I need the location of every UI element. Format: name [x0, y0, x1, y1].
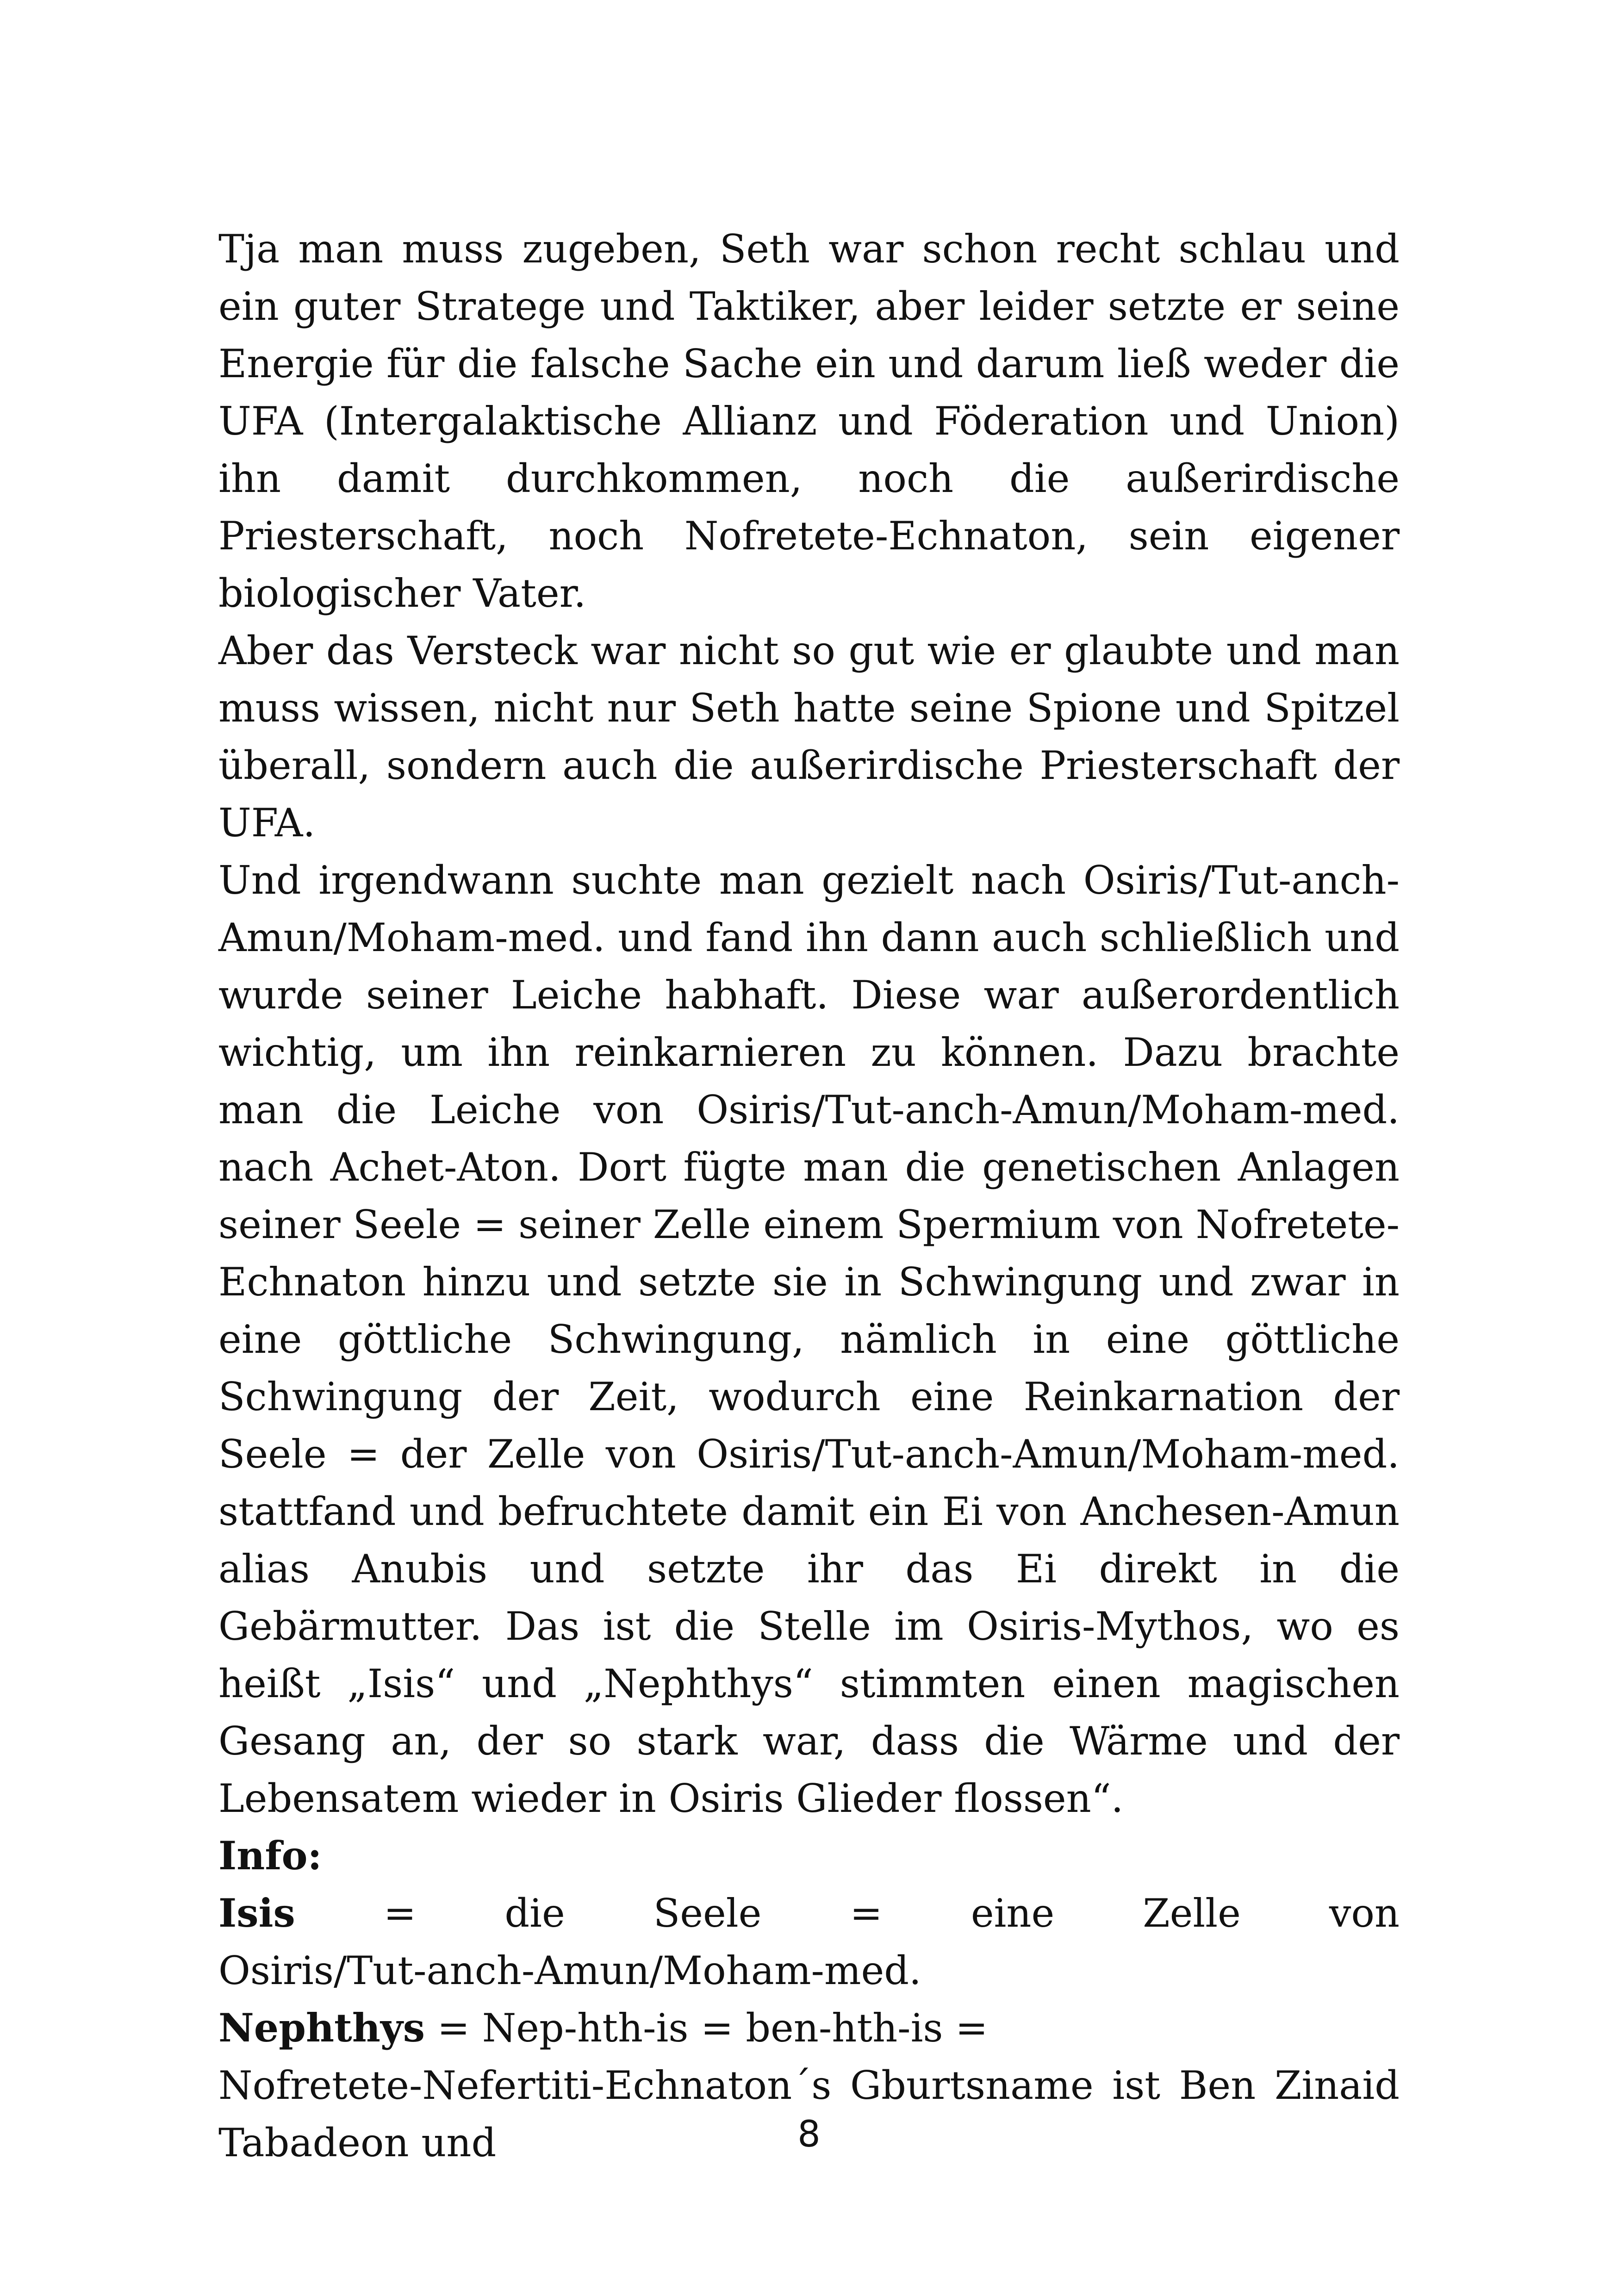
body-paragraph: Und irgendwann suchte man gezielt nach Osiris/Tut-anch-Amun/Moham-med. und fand ihn dann auch schließlich und wurde seiner Leiche habhaft. Diese war außerordentlich wichtig, um ihn reinkarnieren zu können. Dazu brachte man die Leiche von Osiris/Tut-anch-Amun/Moham-med. nach Achet-Aton. Dort fügte man die genetischen Anlagen seiner Seele = seiner Zelle einem Spermium von Nofretete-Echnaton hinzu und setzte sie in Schwingung und zwar in eine göttliche Schwingung, nämlich in eine göttliche Schwingung der Zeit, wodurch eine Reinkarnation der Seele = der Zelle von Osiris/Tut-anch-Amun/Moham-med. stattfand und befruchtete damit ein Ei von Anchesen-Amun alias Anubis und setzte ihr das Ei direkt in die Gebärmutter. Das ist die Stelle im Osiris-Mythos, wo es heißt „Isis“ und „Nephthys“ stimmten einen magischen Gesang an, der so stark war, dass die Wärme und der Lebensatem wieder in Osiris Glieder flossen“.	[218, 858, 1400, 1821]
isis-definition	[218, 1885, 1400, 1942]
isis-definition-text: = die Seele = eine Zelle von	[383, 1891, 1400, 1936]
page-number: 8	[797, 2114, 821, 2155]
body-paragraph: Tja man muss zugeben, Seth war schon recht schlau und ein guter Stratege und Taktiker, aber leider setzte er seine Energie für die falsche Sache ein und darum ließ weder die UFA (Intergalaktische Allianz und Föderation und Union) ihn damit durchkommen, noch die außerirdische Priesterschaft, noch Nofretete-Echnaton, sein eigener biologischer Vater.	[218, 226, 1400, 616]
nofretete-birthname-line: Nofretete-Nefertiti-Echnaton´s Gburtsname ist Ben Zinaid Tabadeon und	[218, 2063, 1400, 2165]
page-body	[218, 220, 1400, 2172]
info-heading: Info:	[218, 1833, 322, 1879]
nephthys-term: Nephthys	[218, 2005, 425, 2051]
nephthys-definition-text: = Nep-hth-is = ben-hth-is =	[425, 2005, 988, 2051]
isis-definition-continued: Osiris/Tut-anch-Amun/Moham-med.	[218, 1948, 921, 1993]
body-paragraph: Aber das Versteck war nicht so gut wie er glaubte und man muss wissen, nicht nur Seth hatte seine Spione und Spitzel überall, sondern auch die außerirdische Priesterschaft der UFA.	[218, 628, 1400, 846]
nephthys-definition	[218, 1999, 1400, 2057]
isis-term: Isis	[218, 1890, 295, 1936]
